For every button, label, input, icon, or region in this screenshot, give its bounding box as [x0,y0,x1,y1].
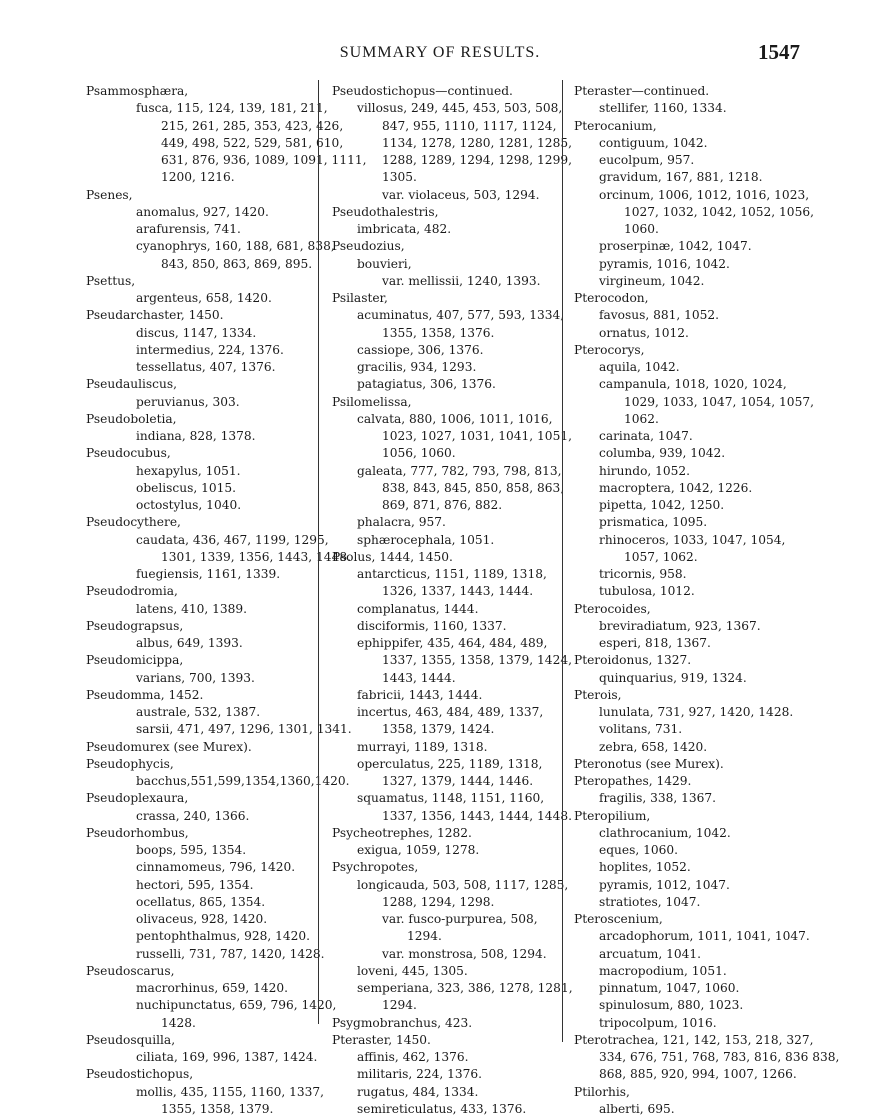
index-entry: proserpinæ, 1042, 1047. [599,239,752,254]
index-entry: 1294. [407,929,442,944]
index-entry: rhinoceros, 1033, 1047, 1054, [599,532,786,547]
index-entry: hirundo, 1052. [599,463,691,478]
index-entry: 1056, 1060. [382,446,456,461]
index-entry: argenteus, 658, 1420. [136,291,272,305]
index-heading: Pseudoboletia, [86,411,177,426]
index-entry: 869, 871, 876, 882. [382,498,503,512]
index-entry: 1029, 1033, 1047, 1054, 1057, [624,394,814,409]
index-entry: complanatus, 1444. [357,601,479,616]
index-entry: virgineum, 1042. [599,273,705,288]
index-entry: 1355, 1358, 1379. [161,1101,274,1116]
index-entry: 1288, 1294, 1298. [382,894,495,909]
index-entry: latens, 410, 1389. [136,601,248,616]
index-entry: 868, 885, 920, 994, 1007, 1266. [599,1067,797,1082]
index-heading: Pseudostichopus, [86,1067,194,1082]
index-entry: antarcticus, 1151, 1189, 1318, [357,567,547,581]
index-entry: var. monstrosa, 508, 1294. [382,946,547,961]
index-heading: Pteraster—continued. [574,84,710,98]
index-entry: 1060. [624,222,659,236]
index-entry: quinquarius, 919, 1324. [599,670,747,685]
index-entry: 1326, 1337, 1443, 1444. [382,584,534,599]
index-heading: Pteronotus (see Murex). [574,756,724,771]
index-heading: Pterois, [574,687,622,702]
index-entry: boops, 595, 1354. [136,843,247,857]
index-entry: zebra, 658, 1420. [599,739,708,754]
index-entry: prismatica, 1095. [599,515,708,530]
index-entry: discus, 1147, 1334. [136,325,257,340]
index-entry: 838, 843, 845, 850, 858, 863, [382,480,565,495]
index-entry: 1443, 1444. [382,670,456,685]
index-entry: tripocolpum, 1016. [599,1015,717,1030]
index-entry: 631, 876, 936, 1089, 1091, 1111, [161,153,367,167]
index-entry: favosus, 881, 1052. [599,308,720,323]
column-divider [562,80,563,1042]
index-entry: cinnamomeus, 796, 1420. [136,860,296,875]
index-heading: Pseudocythere, [86,515,181,530]
index-entry: var. mellissii, 1240, 1393. [382,273,541,288]
index-entry: 1305. [382,170,417,185]
index-entry: octostylus, 1040. [136,498,242,512]
index-entry: contiguum, 1042. [599,135,708,150]
index-heading: Psychropotes, [332,860,419,875]
index-heading: Pseudomma, 1452. [86,687,204,702]
index-entry: cassiope, 306, 1376. [357,342,484,357]
index-entry: volitans, 731. [599,722,683,737]
index-heading: Pseudoplexaura, [86,791,189,806]
index-entry: 1027, 1032, 1042, 1052, 1056, [624,204,814,219]
index-heading: Pseudorhombus, [86,825,189,840]
index-entry: 215, 261, 285, 353, 423, 426, [161,118,344,133]
index-entry: macrorhinus, 659, 1420. [136,981,288,995]
index-entry: tessellatus, 407, 1376. [136,360,276,374]
index-heading: Psenes, [86,187,133,202]
index-entry: macropodium, 1051. [599,963,727,978]
index-heading: Pseudoscarus, [86,963,175,978]
index-entry: disciformis, 1160, 1337. [357,618,507,633]
index-entry: rugatus, 484, 1334. [357,1084,479,1099]
index-entry: crassa, 240, 1366. [136,808,250,823]
index-entry: 1057, 1062. [624,549,698,564]
index-entry: fragilis, 338, 1367. [599,791,717,806]
index-entry: hexapylus, 1051. [136,463,241,478]
index-entry: varians, 700, 1393. [136,670,255,685]
index-entry: loveni, 445, 1305. [357,963,468,978]
index-entry: 1358, 1379, 1424. [382,722,495,737]
index-entry: gravidum, 167, 881, 1218. [599,170,763,185]
index-entry: semireticulatus, 433, 1376. [357,1101,527,1116]
index-entry: mollis, 435, 1155, 1160, 1337, [136,1084,325,1099]
index-entry: breviradiatum, 923, 1367. [599,618,761,633]
index-entry: imbricata, 482. [357,222,452,236]
index-entry: albus, 649, 1393. [136,636,243,650]
index-column-2 [332,83,573,1118]
index-entry: obeliscus, 1015. [136,480,236,495]
index-heading: Pteroscenium, [574,912,663,926]
index-entry: ephippifer, 435, 464, 484, 489, [357,636,548,650]
index-entry: hoplites, 1052. [599,860,691,875]
index-entry: ornatus, 1012. [599,325,689,340]
index-heading: Pseudothalestris, [332,204,439,219]
index-heading: Pseudosquilla, [86,1032,176,1047]
index-heading: Pseudozius, [332,239,405,254]
index-entry: 1062. [624,411,659,426]
index-entry: ocellatus, 865, 1354. [136,894,266,909]
index-heading: Psilomelissa, [332,394,412,409]
index-entry: 1428. [161,1015,196,1030]
index-entry: lunulata, 731, 927, 1420, 1428. [599,705,794,719]
index-heading: Pseudarchaster, 1450. [86,308,224,323]
index-entry: semperiana, 323, 386, 1278, 1281, [357,981,573,995]
index-entry: var. fusco-purpurea, 508, [382,912,538,926]
index-entry: fusca, 115, 124, 139, 181, 211, [136,101,328,116]
index-entry: campanula, 1018, 1020, 1024, [599,377,787,392]
index-heading: Ptilorhis, [574,1084,630,1099]
index-entry: patagiatus, 306, 1376. [357,377,496,392]
index-entry: eques, 1060. [599,843,678,857]
index-entry: 847, 955, 1110, 1117, 1124, [382,118,557,133]
page-number: 1547 [758,40,800,64]
index-entry: olivaceus, 928, 1420. [136,912,268,926]
index-heading: Pseudophycis, [86,756,174,771]
index-entry: 843, 850, 863, 869, 895. [161,256,313,271]
index-entry: aquila, 1042. [599,360,680,374]
index-entry: bouvieri, [357,256,412,271]
index-entry: peruvianus, 303. [136,394,240,409]
index-entry: pinnatum, 1047, 1060. [599,981,740,995]
index-heading: Pseudauliscus, [86,377,177,392]
index-heading: Pseudomicippa, [86,653,184,668]
index-entry: tricornis, 958. [599,567,687,581]
index-heading: Pterocoides, [574,601,651,616]
index-entry: 1294. [382,998,417,1013]
index-entry: australe, 532, 1387. [136,705,261,719]
index-entry: militaris, 224, 1376. [357,1067,483,1082]
index-entry: ciliata, 169, 996, 1387, 1424. [136,1050,318,1064]
index-entry: 1355, 1358, 1376. [382,325,495,340]
index-entry: clathrocanium, 1042. [599,825,731,840]
index-heading: Psettus, [86,273,136,288]
index-entry: tubulosa, 1012. [599,584,695,599]
index-entry: gracilis, 934, 1293. [357,360,477,374]
index-entry: columba, 939, 1042. [599,446,726,461]
index-heading: Pteropilium, [574,808,651,823]
index-entry: esperi, 818, 1367. [599,636,711,650]
column-divider [318,80,319,1024]
index-heading: Pteraster, 1450. [332,1032,431,1047]
index-entry: 1023, 1027, 1031, 1041, 1051, [382,429,572,443]
index-entry: acuminatus, 407, 577, 593, 1334, [357,308,565,323]
index-heading: Pseudostichopus—continued. [332,84,513,98]
index-heading: Pterocodon, [574,291,649,305]
index-entry: eucolpum, 957. [599,153,695,167]
index-entry: stellifer, 1160, 1334. [599,101,727,116]
index-entry: 1301, 1339, 1356, 1443, 1448. [161,549,351,564]
index-entry: 1288, 1289, 1294, 1298, 1299, [382,153,572,167]
index-entry: 449, 498, 522, 529, 581, 610, [161,135,344,150]
index-entry: stratiotes, 1047. [599,894,701,909]
index-entry: 1337, 1356, 1443, 1444, 1448. [382,808,572,823]
index-entry: bacchus,551,599,1354,1360,1420. [136,774,350,788]
index-heading: Pteropathes, 1429. [574,774,692,788]
index-heading: Psygmobranchus, 423. [332,1015,473,1030]
index-entry: arcuatum, 1041. [599,946,701,961]
index-entry: phalacra, 957. [357,515,446,530]
index-entry: longicauda, 503, 508, 1117, 1285, [357,877,569,892]
index-entry: fuegiensis, 1161, 1339. [136,567,281,581]
index-entry: pyramis, 1012, 1047. [599,877,730,892]
index-entry: calvata, 880, 1006, 1011, 1016, [357,411,553,426]
index-heading: Pseudocubus, [86,446,171,461]
index-entry: arcadophorum, 1011, 1041, 1047. [599,929,810,944]
index-entry: 1337, 1355, 1358, 1379, 1424, [382,653,572,668]
index-entry: 1327, 1379, 1444, 1446. [382,774,534,788]
index-column-3 [574,83,840,1118]
index-entry: var. violaceus, 503, 1294. [382,187,540,202]
index-entry: cyanophrys, 160, 188, 681, 838, [136,239,335,254]
index-entry: villosus, 249, 445, 453, 503, 508, [357,101,563,116]
index-entry: operculatus, 225, 1189, 1318, [357,756,543,771]
index-entry: murrayi, 1189, 1318. [357,739,488,754]
index-entry: squamatus, 1148, 1151, 1160, [357,791,545,806]
index-entry: 1200, 1216. [161,170,235,185]
index-entry: nuchipunctatus, 659, 796, 1420, [136,998,337,1013]
running-header: SUMMARY OF RESULTS. [339,44,541,61]
index-entry: spinulosum, 880, 1023. [599,998,744,1013]
index-entry: carinata, 1047. [599,429,693,443]
index-entry: 1134, 1278, 1280, 1281, 1285, [382,135,572,150]
index-entry: galeata, 777, 782, 793, 798, 813, [357,463,562,478]
index-entry: alberti, 695. [599,1101,675,1116]
index-entry: macroptera, 1042, 1226. [599,480,753,495]
index-entry: pentophthalmus, 928, 1420. [136,929,310,944]
index-heading: Pterotrachea, 121, 142, 153, 218, 327, [574,1032,814,1047]
index-entry: hectori, 595, 1354. [136,877,254,892]
index-heading: Pseudodromia, [86,584,178,599]
index-entry: 334, 676, 751, 768, 783, 816, 836 838, [599,1050,840,1064]
index-heading: Psycheotrephes, 1282. [332,825,472,840]
index-entry: pipetta, 1042, 1250. [599,498,725,512]
index-heading: Pterocanium, [574,118,657,133]
index-entry: affinis, 462, 1376. [357,1050,469,1064]
index-heading: Psammosphæra, [86,84,189,98]
index-heading: Pteroidonus, 1327. [574,653,692,668]
index-entry: russelli, 731, 787, 1420, 1428. [136,946,325,961]
index-entry: pyramis, 1016, 1042. [599,256,730,271]
index-entry: exigua, 1059, 1278. [357,843,480,857]
index-entry: arafurensis, 741. [136,222,241,236]
index-entry: sarsii, 471, 497, 1296, 1301, 1341. [136,722,352,737]
index-heading: Pseudograpsus, [86,618,184,633]
index-entry: orcinum, 1006, 1012, 1016, 1023, [599,187,810,202]
index-heading: Psolus, 1444, 1450. [332,549,453,564]
index-entry: sphærocephala, 1051. [357,532,495,547]
index-entry: caudata, 436, 467, 1199, 1295, [136,532,329,547]
index-heading: Pterocorys, [574,342,645,357]
index-heading: Pseudomurex (see Murex). [86,739,252,754]
index-heading: Psilaster, [332,291,388,305]
index-entry: fabricii, 1443, 1444. [357,687,483,702]
index-entry: intermedius, 224, 1376. [136,342,284,357]
index-entry: incertus, 463, 484, 489, 1337, [357,705,544,719]
index-entry: anomalus, 927, 1420. [136,204,269,219]
index-entry: indiana, 828, 1378. [136,429,256,443]
